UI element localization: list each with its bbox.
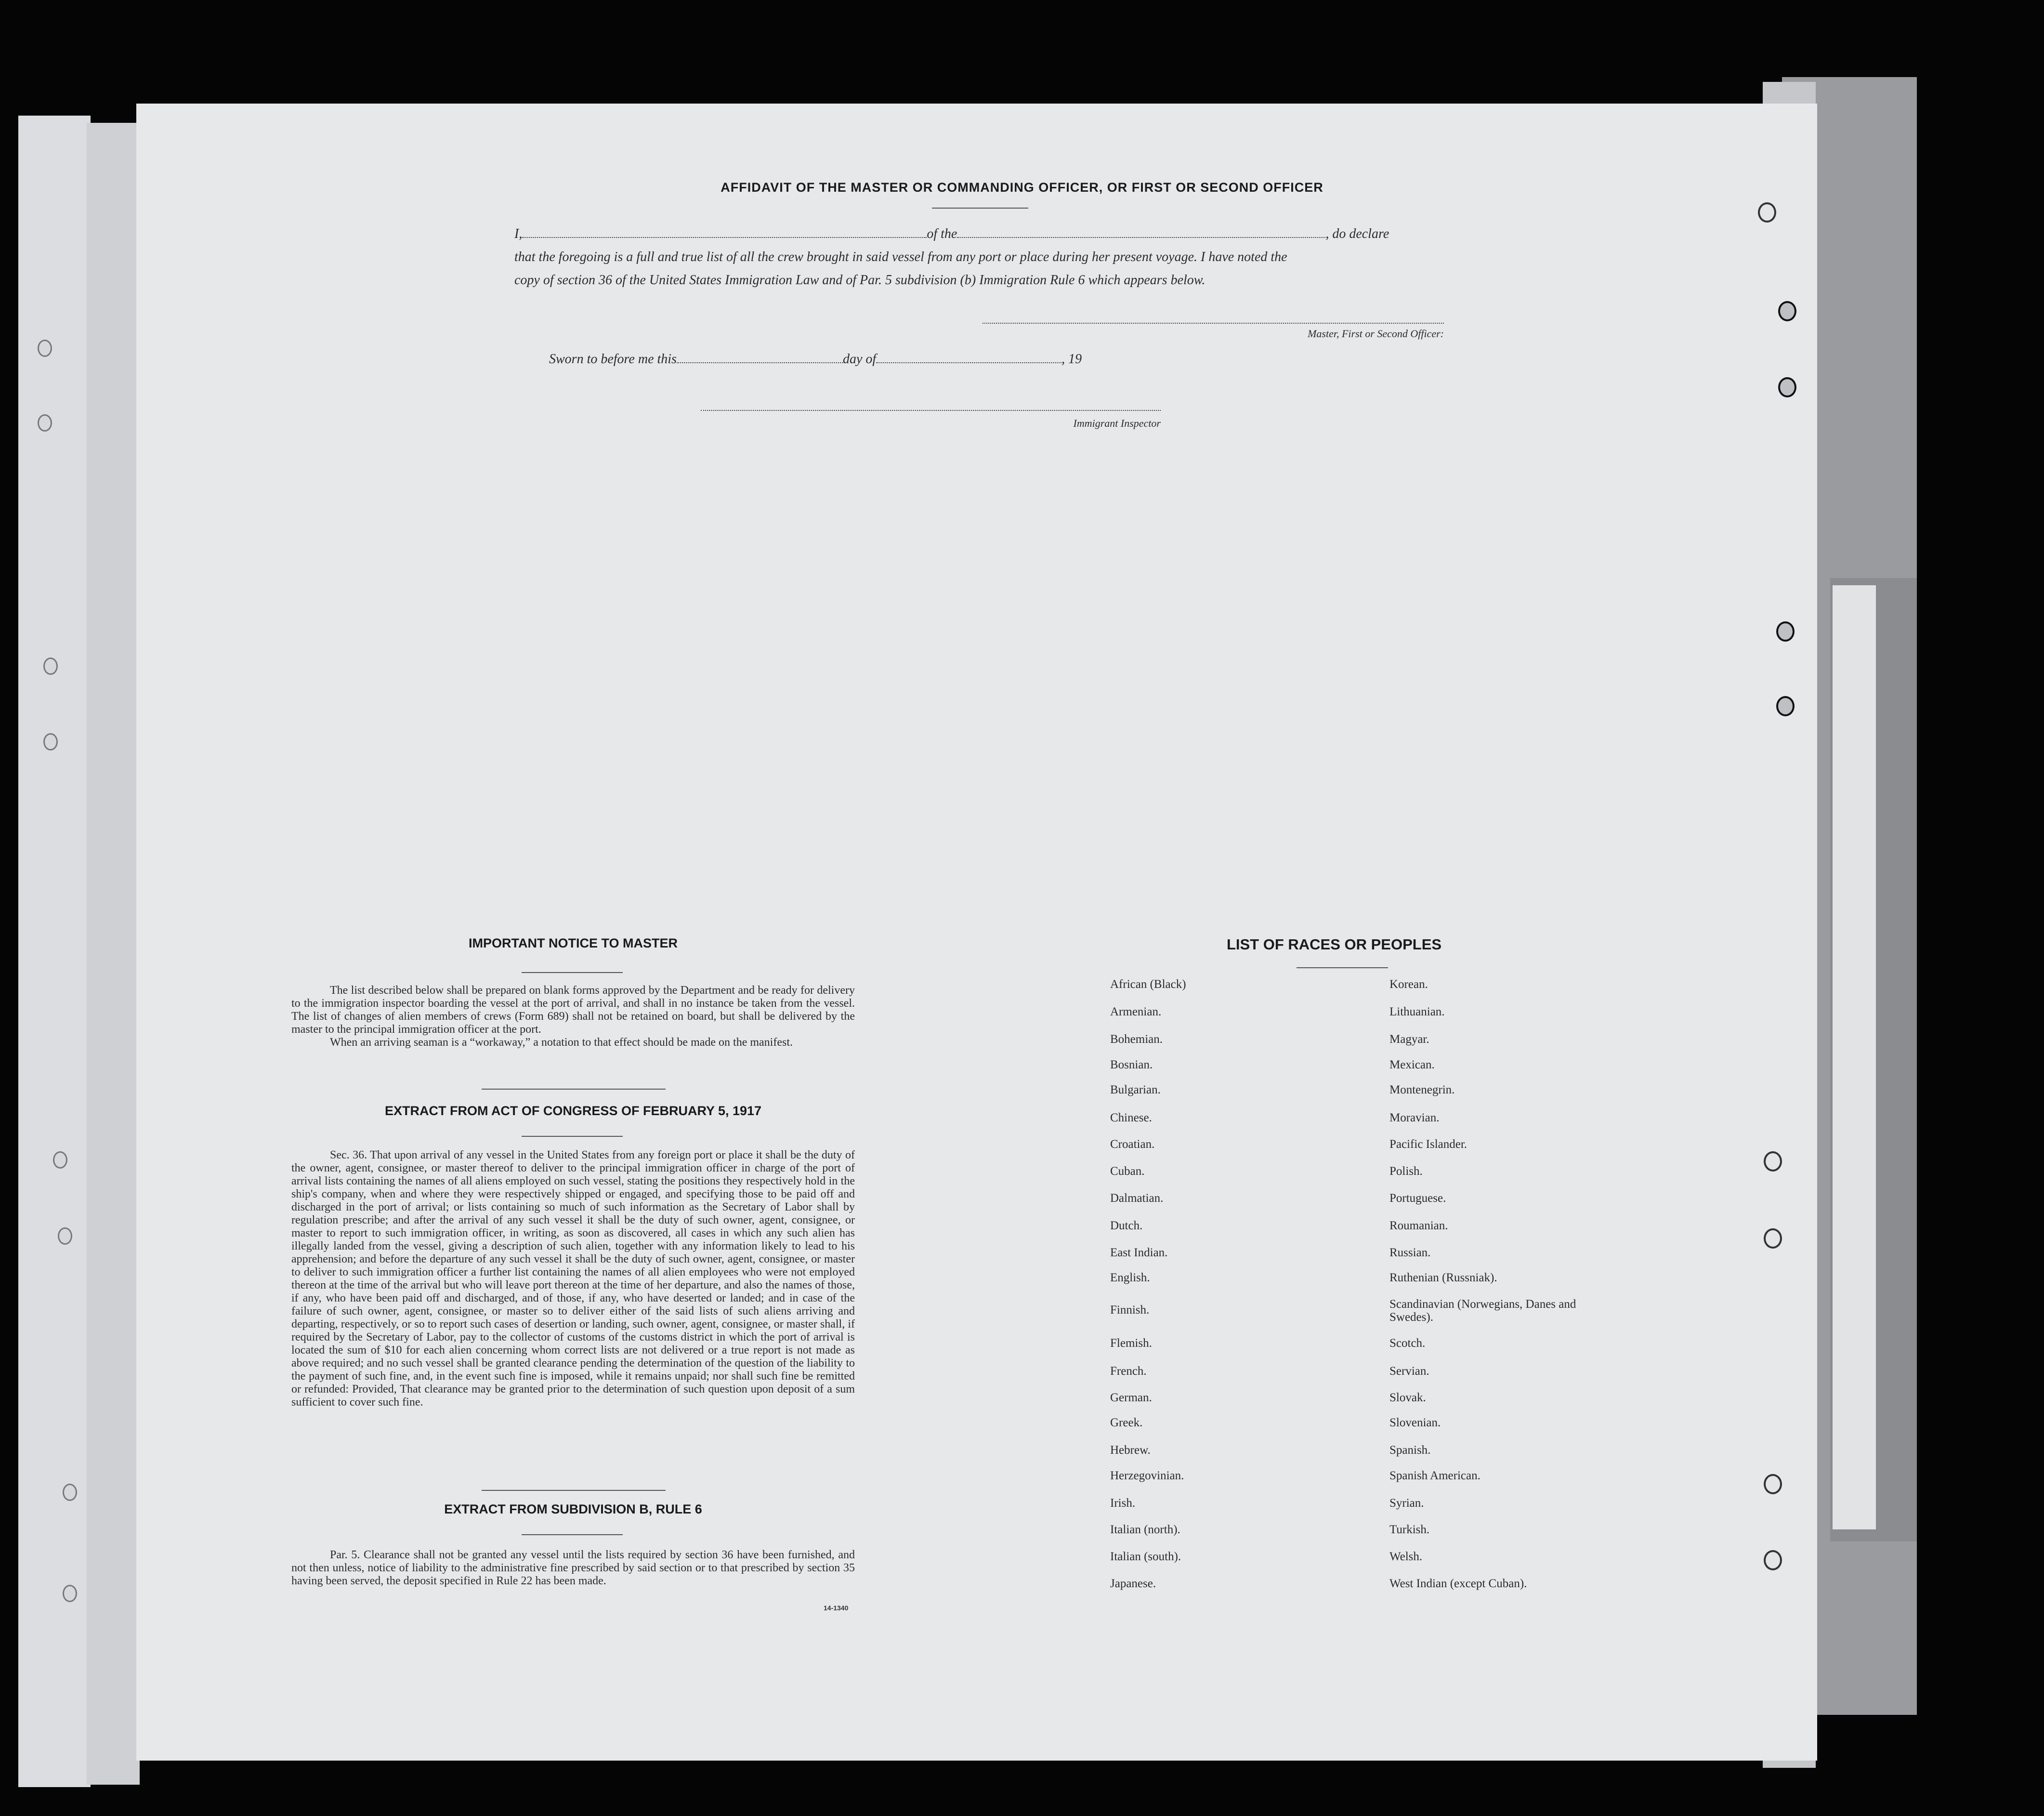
punch-hole — [43, 733, 58, 750]
rule6-text — [291, 1549, 855, 1588]
race-item: Lithuanian. — [1389, 1005, 1445, 1018]
affidavit-declare: , do declare — [1325, 226, 1389, 241]
punch-hole — [53, 1151, 67, 1169]
left-page-edge — [18, 116, 91, 1787]
title-divider — [932, 208, 1028, 209]
left-page-edge-inner — [87, 123, 140, 1785]
affidavit-title: AFFIDAVIT OF THE MASTER OR COMMANDING OFFICER, OR FIRST OR SECOND OFFICER — [721, 180, 1323, 195]
race-item: Polish. — [1389, 1165, 1423, 1178]
punch-hole — [58, 1227, 72, 1245]
section-divider — [482, 1490, 666, 1491]
punch-hole — [63, 1484, 77, 1501]
race-item: German. — [1110, 1391, 1152, 1404]
race-item: Scotch. — [1389, 1337, 1426, 1350]
race-item: Dalmatian. — [1110, 1192, 1164, 1205]
sworn-prefix: Sworn to before me this — [549, 352, 677, 367]
race-item: Flemish. — [1110, 1337, 1152, 1350]
notice-title: IMPORTANT NOTICE TO MASTER — [469, 936, 678, 950]
name-blank[interactable] — [522, 227, 927, 238]
race-item: Chinese. — [1110, 1111, 1152, 1124]
race-item: Syrian. — [1389, 1497, 1424, 1510]
race-item: Moravian. — [1389, 1111, 1440, 1124]
act-text — [291, 1149, 855, 1409]
race-item: Montenegrin. — [1389, 1083, 1455, 1096]
race-item: Hebrew. — [1110, 1444, 1151, 1457]
punch-hole — [1778, 377, 1796, 397]
inspector-signature-line[interactable] — [701, 410, 1161, 411]
punch-hole — [1764, 1228, 1782, 1249]
race-item: Russian. — [1389, 1246, 1431, 1259]
race-item: Slovenian. — [1389, 1416, 1441, 1429]
sworn-year: , 19 — [1061, 352, 1082, 367]
race-item: Japanese. — [1110, 1577, 1156, 1590]
punch-hole — [63, 1585, 77, 1602]
affidavit-line-2: that the foregoing is a full and true list of all the crew brought in said vessel from any port or place during her present voyage. I have noted the — [514, 250, 1287, 264]
race-item: Italian (north). — [1110, 1523, 1180, 1536]
race-item: Pacific Islander. — [1389, 1138, 1467, 1151]
sworn-day-blank[interactable] — [677, 353, 843, 363]
race-item: Dutch. — [1110, 1219, 1143, 1232]
race-item: Magyar. — [1389, 1033, 1429, 1046]
notice-paragraph: The list described below shall be prepared on blank forms approved by the Department and be ready for delivery to the immigration inspector boarding the vessel at the port of arrival, and shall in no instance be taken from the vessel. The list of changes of alien members of crews (Form 689) shall not be retained on board, but shall be delivered by the master to the principal immigration officer at the port. — [291, 984, 855, 1036]
race-item: Irish. — [1110, 1497, 1136, 1510]
signature-label: Master, First or Second Officer: — [1308, 328, 1444, 340]
race-item: Herzegovinian. — [1110, 1469, 1184, 1482]
sworn-day-of: day of — [842, 352, 877, 367]
affidavit-i: I, — [514, 226, 523, 241]
affidavit-line-3: copy of section 36 of the United States Immigration Law and of Par. 5 subdivision (b) Immigration Rule 6 which appears below. — [514, 273, 1205, 288]
affidavit-of-the: of the — [927, 226, 957, 241]
punch-hole — [1776, 696, 1795, 716]
punch-hole — [1764, 1474, 1782, 1494]
race-item: Slovak. — [1389, 1391, 1426, 1404]
sworn-month-blank[interactable] — [876, 353, 1061, 363]
section-divider — [482, 1089, 666, 1090]
act-title: EXTRACT FROM ACT OF CONGRESS OF FEBRUARY 5, 1917 — [384, 1104, 762, 1118]
rule6-title: EXTRACT FROM SUBDIVISION B, RULE 6 — [444, 1502, 702, 1516]
notice-paragraph: When an arriving seaman is a “workaway,” a notation to that effect should be made on the manifest. — [330, 1036, 793, 1049]
race-item: Mexican. — [1389, 1058, 1435, 1071]
inspector-label: Immigrant Inspector — [1073, 417, 1161, 429]
race-item: English. — [1110, 1271, 1150, 1284]
race-item: Spanish American. — [1389, 1469, 1481, 1482]
act-divider — [522, 1136, 623, 1137]
race-item: Ruthenian (Russniak). — [1389, 1271, 1497, 1284]
race-item: Welsh. — [1389, 1550, 1423, 1563]
race-item: Bulgarian. — [1110, 1083, 1161, 1096]
race-item: Servian. — [1389, 1365, 1429, 1378]
rule6-divider — [522, 1534, 623, 1535]
punch-hole — [38, 340, 52, 357]
race-item: Scandinavian (Norwegians, Danes and Swedes). — [1389, 1298, 1576, 1324]
race-item: Croatian. — [1110, 1138, 1155, 1151]
rule6-paragraph: Par. 5. Clearance shall not be granted any vessel until the lists required by section 36 have been furnished, and not then unless, notice of liability to the administrative fine prescribed by said section or to that prescribed by section 35 having been served, the deposit specified in Rule 22 has been made. — [291, 1549, 855, 1587]
act-paragraph: Sec. 36. That upon arrival of any vessel in the United States from any foreign port or place it shall be the duty of the owner, agent, consignee, or master thereof to deliver to the principal immigration officer in charge of the port of arrival lists containing the names of all aliens employed on such vessel, stating the positions they respectively hold in the ship's company, when and where they were respectively shipped or engaged, and specifying those to be paid off and discharged in the port of arrival; or lists containing so much of such information as the Secretary of Labor shall by regulation prescribe; and after the arrival of any such vessel it shall be the duty of such owner, agent, consignee, or master to report to such immigration officer, in writing, as soon as discovered, all cases in which any such alien has illegally landed from the vessel, giving a description of such alien, together with any information likely to lead to his apprehension; and before the departure of any such vessel it shall be the duty of such owner, agent, consignee, or master to deliver to such immigration officer a further list containing the names of all alien employees who were not employed thereon at the time of the arrival but who will leave port thereon at the time of her departure, and also the names of those, if any, who have been paid off and discharged, and of those, if any, who have deserted or landed; and in case of the failure of such owner, agent, consignee, or master so to deliver either of the said lists of such aliens arriving and departing, respectively, or so to report such cases of desertion or landing, such owner, agent, consignee, or master shall, if required by the Secretary of Labor, pay to the collector of customs of the customs district in which the port of arrival is located the sum of $10 for each alien concerning whom correct lists are not delivered or a true report is not made as above required; and no such vessel shall be granted clearance pending the determination of the question of the liability to the payment of such fine, and, in the event such fine is imposed, while it remains unpaid; nor shall such fine be remitted or refunded: Provided, That clearance may be granted prior to the determination of such question upon deposit of a sum sufficient to cover such fine. — [291, 1149, 855, 1408]
race-item: Italian (south). — [1110, 1550, 1181, 1563]
race-item: Bohemian. — [1110, 1033, 1163, 1046]
sworn-line — [549, 352, 1082, 367]
punch-hole — [38, 414, 52, 432]
race-item: Korean. — [1389, 978, 1428, 991]
race-item: West Indian (except Cuban). — [1389, 1577, 1527, 1590]
race-item: Portuguese. — [1389, 1192, 1446, 1205]
race-item: Greek. — [1110, 1416, 1143, 1429]
race-item: East Indian. — [1110, 1246, 1168, 1259]
signature-line[interactable] — [983, 323, 1444, 324]
affidavit-declaration — [514, 223, 1444, 292]
punch-hole — [1778, 301, 1796, 321]
punch-hole — [43, 658, 58, 675]
race-item: Spanish. — [1389, 1444, 1431, 1457]
race-item: Turkish. — [1389, 1523, 1430, 1536]
race-item: Armenian. — [1110, 1005, 1162, 1018]
race-item: Cuban. — [1110, 1165, 1145, 1178]
notice-text — [291, 984, 855, 1049]
punch-hole — [1764, 1151, 1782, 1171]
punch-hole — [1764, 1550, 1782, 1570]
race-item: African (Black) — [1110, 978, 1186, 991]
races-divider — [1297, 967, 1388, 968]
vessel-blank[interactable] — [957, 227, 1325, 238]
race-item: Finnish. — [1110, 1303, 1150, 1316]
race-item: French. — [1110, 1365, 1147, 1378]
race-item: Bosnian. — [1110, 1058, 1153, 1071]
inserted-slip — [1833, 585, 1876, 1529]
notice-divider — [522, 972, 623, 973]
punch-hole — [1776, 621, 1795, 642]
punch-hole — [1758, 202, 1776, 223]
races-title: LIST OF RACES OR PEOPLES — [1226, 936, 1442, 953]
form-code: 14-1340 — [824, 1604, 849, 1612]
race-item: Roumanian. — [1389, 1219, 1448, 1232]
